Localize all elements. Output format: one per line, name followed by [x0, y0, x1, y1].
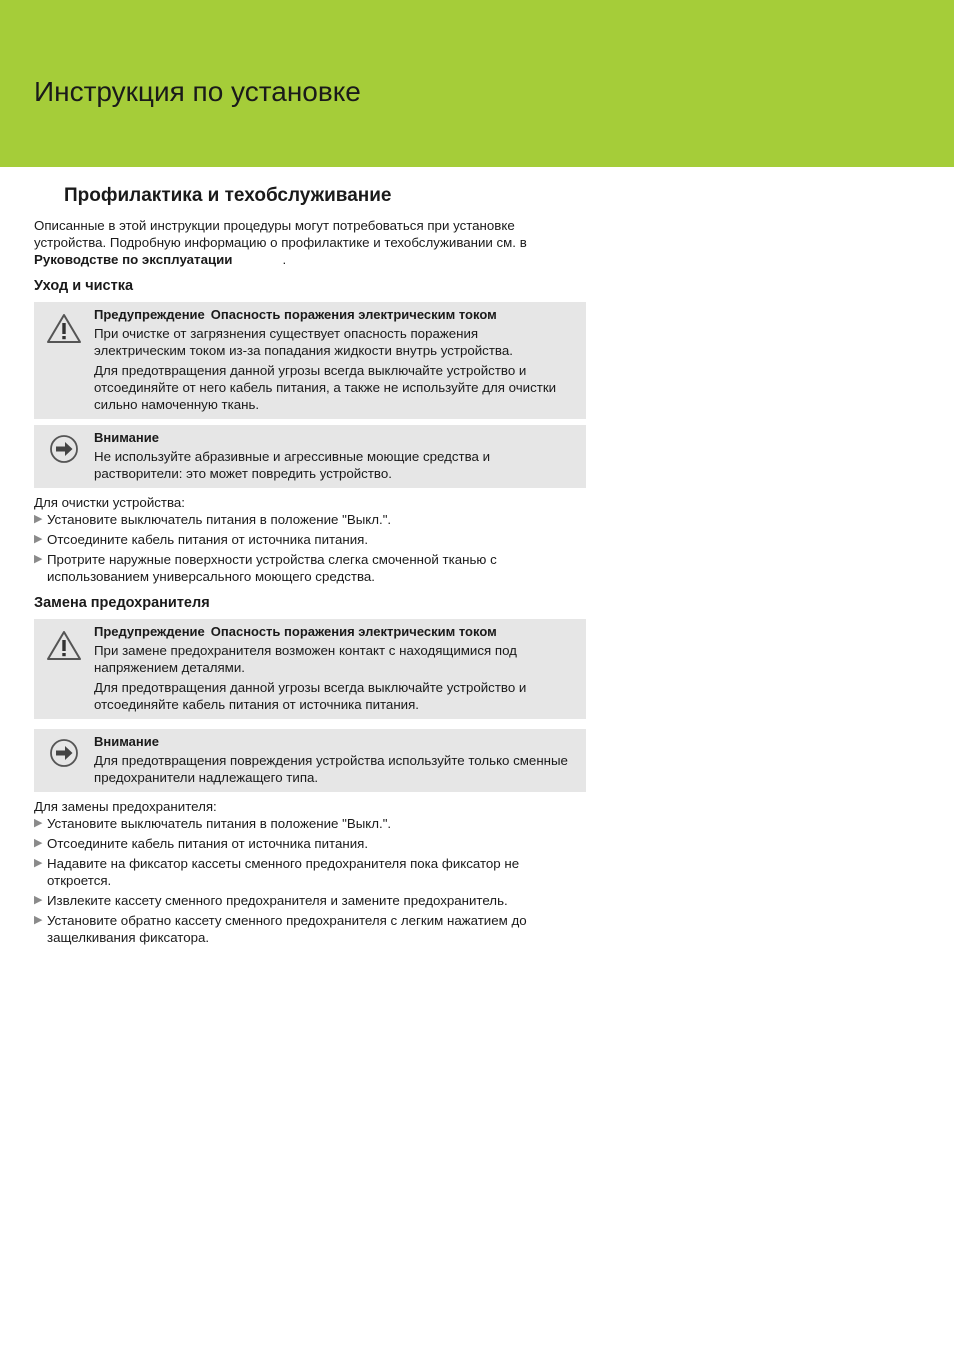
care-notice-box — [34, 425, 586, 488]
list-item: ▶ Отсоедините кабель питания от источника питания. — [34, 836, 369, 851]
fuse-warning-p2: Для предотвращения данной угрозы всегда выключайте устройство и отсоединяйте кабель питания от источника питания. — [94, 680, 527, 712]
fuse-warning-p1: При замене предохранителя возможен контакт с находящимися под напряжением деталями. — [94, 643, 517, 675]
fuse-title: Замена предохранителя — [34, 595, 210, 611]
list-item: ▶ Протрите наружные поверхности устройства слегка смоченной тканью с использованием универсального моющего средства. — [34, 552, 497, 584]
care-warning-label: Предупреждение — [94, 307, 205, 322]
main-content — [34, 184, 586, 949]
care-title: Уход и чистка — [34, 278, 134, 294]
warning-triangle-icon — [46, 630, 82, 662]
list-item: ▶ Установите обратно кассету сменного предохранителя с легким нажатием до защелкивания фиксатора. — [34, 913, 527, 945]
bullet-arrow-icon: ▶ — [34, 894, 43, 906]
fuse-lead: Для замены предохранителя: — [34, 799, 217, 814]
fuse-warning-box — [34, 619, 586, 719]
care-steps — [34, 511, 586, 585]
list-item: ▶ Отсоедините кабель питания от источника питания. — [34, 532, 369, 547]
fuse-warning-heading: Опасность поражения электрическим током — [210, 624, 497, 639]
fuse-warning-label: Предупреждение — [94, 624, 205, 639]
care-warning-p1: При очистке от загрязнения существует опасность поражения электрическим током из-за попадания жидкости внутрь устройства. — [94, 326, 513, 358]
bullet-arrow-icon: ▶ — [34, 914, 43, 926]
fuse-notice-box — [34, 729, 586, 792]
warning-triangle-icon — [46, 313, 82, 345]
arrow-right-circle-icon — [49, 738, 79, 768]
bullet-arrow-icon: ▶ — [34, 817, 43, 829]
care-lead: Для очистки устройства: — [34, 495, 185, 510]
intro-paragraph — [34, 217, 586, 268]
care-warning-title — [94, 306, 572, 323]
care-notice-label: Внимание — [94, 430, 159, 445]
fuse-notice-p1: Для предотвращения повреждения устройства используйте только сменные предохранители надлежащего типа. — [94, 753, 568, 785]
bullet-arrow-icon: ▶ — [34, 837, 43, 849]
section-title: Профилактика и техобслуживание — [64, 185, 392, 206]
fuse-steps — [34, 815, 586, 946]
list-item: ▶ Надавите на фиксатор кассеты сменного предохранителя пока фиксатор не откроется. — [34, 856, 520, 888]
intro-manual-ref: Руководстве по эксплуатации — [34, 252, 233, 267]
fuse-warning-title — [94, 623, 572, 640]
list-item: ▶ Извлеките кассету сменного предохранителя и замените предохранитель. — [34, 893, 508, 908]
care-warning-p2: Для предотвращения данной угрозы всегда выключайте устройство и отсоединяйте от него кабель питания, а также не используйте для очистки сильно намоченную ткань. — [94, 363, 557, 412]
page-title: Инструкция по установке — [34, 76, 361, 107]
intro-end: . — [282, 252, 287, 267]
list-item: ▶ Установите выключатель питания в положение "Выкл.". — [34, 512, 392, 527]
bullet-arrow-icon: ▶ — [34, 553, 43, 565]
arrow-right-circle-icon — [49, 434, 79, 464]
list-item: ▶ Установите выключатель питания в положение "Выкл.". — [34, 816, 392, 831]
intro-text: Описанные в этой инструкции процедуры могут потребоваться при установке устройства. Подробную информацию о профилактике и техобслуживании см. в — [34, 218, 527, 250]
bullet-arrow-icon: ▶ — [34, 533, 43, 545]
bullet-arrow-icon: ▶ — [34, 857, 43, 869]
bullet-arrow-icon: ▶ — [34, 513, 43, 525]
care-warning-box — [34, 302, 586, 419]
care-notice-p1: Не используйте абразивные и агрессивные моющие средства и растворители: это может повредить устройство. — [94, 449, 491, 481]
care-warning-heading: Опасность поражения электрическим током — [210, 307, 497, 322]
fuse-notice-label: Внимание — [94, 734, 159, 749]
